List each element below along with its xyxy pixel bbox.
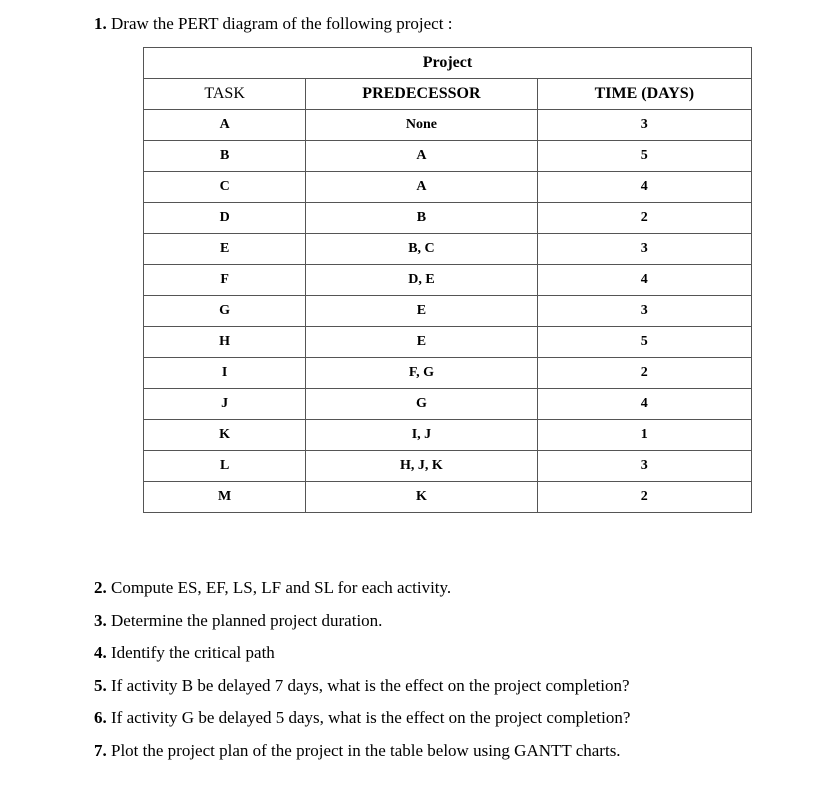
- question-number: 5.: [94, 675, 107, 695]
- question-text: Identify the critical path: [111, 643, 275, 662]
- question-number: 1.: [94, 14, 107, 33]
- cell-task: I: [144, 358, 306, 389]
- cell-task: E: [144, 234, 306, 265]
- cell-task: K: [144, 420, 306, 451]
- question-number: 6.: [94, 708, 107, 727]
- question-text: Plot the project plan of the project in the table below using GANTT charts.: [111, 740, 621, 760]
- cell-time: 3: [537, 296, 751, 327]
- question-number: 7.: [94, 740, 107, 760]
- cell-time: 5: [537, 141, 751, 172]
- cell-predecessor: I, J: [306, 420, 537, 451]
- header-task: TASK: [144, 79, 306, 110]
- cell-task: L: [144, 451, 306, 482]
- question-3: [94, 610, 630, 632]
- table-row: [144, 420, 752, 451]
- table-row: [144, 327, 752, 358]
- question-2: [94, 577, 630, 599]
- cell-task: H: [144, 327, 306, 358]
- cell-predecessor: B, C: [306, 234, 537, 265]
- question-6: [94, 707, 630, 729]
- header-predecessor: PREDECESSOR: [306, 79, 537, 110]
- project-table: [143, 47, 752, 513]
- cell-time: 1: [537, 420, 751, 451]
- cell-task: G: [144, 296, 306, 327]
- cell-task: B: [144, 141, 306, 172]
- table-row: [144, 110, 752, 141]
- question-number: 3.: [94, 610, 107, 630]
- table-row: [144, 234, 752, 265]
- cell-task: A: [144, 110, 306, 141]
- table-header-row: [144, 79, 752, 110]
- question-text: If activity B be delayed 7 days, what is the effect on the project completion?: [111, 675, 630, 695]
- table-row: [144, 265, 752, 296]
- table-row: [144, 296, 752, 327]
- cell-predecessor: G: [306, 389, 537, 420]
- cell-predecessor: E: [306, 296, 537, 327]
- cell-task: F: [144, 265, 306, 296]
- cell-predecessor: F, G: [306, 358, 537, 389]
- question-number: 4.: [94, 643, 107, 662]
- table-row: [144, 389, 752, 420]
- cell-time: 3: [537, 451, 751, 482]
- cell-time: 3: [537, 110, 751, 141]
- question-number: 2.: [94, 578, 107, 597]
- cell-task: J: [144, 389, 306, 420]
- cell-predecessor: E: [306, 327, 537, 358]
- header-time: TIME (DAYS): [537, 79, 751, 110]
- question-text: Compute ES, EF, LS, LF and SL for each activity.: [111, 578, 452, 597]
- cell-time: 5: [537, 327, 751, 358]
- table-body: [144, 48, 752, 513]
- cell-time: 3: [537, 234, 751, 265]
- table-caption: Project: [144, 48, 752, 79]
- cell-task: D: [144, 203, 306, 234]
- cell-predecessor: D, E: [306, 265, 537, 296]
- cell-predecessor: K: [306, 482, 537, 513]
- cell-time: 4: [537, 172, 751, 203]
- cell-predecessor: None: [306, 110, 537, 141]
- cell-task: M: [144, 482, 306, 513]
- table-row: [144, 203, 752, 234]
- cell-predecessor: A: [306, 141, 537, 172]
- cell-task: C: [144, 172, 306, 203]
- question-1: [94, 13, 452, 35]
- questions-list: [94, 577, 630, 772]
- cell-time: 2: [537, 482, 751, 513]
- table-row: [144, 482, 752, 513]
- question-7: [94, 740, 630, 762]
- question-5: [94, 675, 630, 697]
- question-text: Determine the planned project duration.: [111, 610, 383, 630]
- cell-time: 4: [537, 265, 751, 296]
- question-text: Draw the PERT diagram of the following project :: [111, 14, 453, 33]
- cell-predecessor: A: [306, 172, 537, 203]
- table-row: [144, 172, 752, 203]
- cell-time: 4: [537, 389, 751, 420]
- table-row: [144, 451, 752, 482]
- table-row: [144, 141, 752, 172]
- cell-time: 2: [537, 203, 751, 234]
- cell-predecessor: B: [306, 203, 537, 234]
- table-caption-row: [144, 48, 752, 79]
- cell-predecessor: H, J, K: [306, 451, 537, 482]
- cell-time: 2: [537, 358, 751, 389]
- table-row: [144, 358, 752, 389]
- question-text: If activity G be delayed 5 days, what is the effect on the project completion?: [111, 708, 631, 727]
- question-4: [94, 642, 630, 664]
